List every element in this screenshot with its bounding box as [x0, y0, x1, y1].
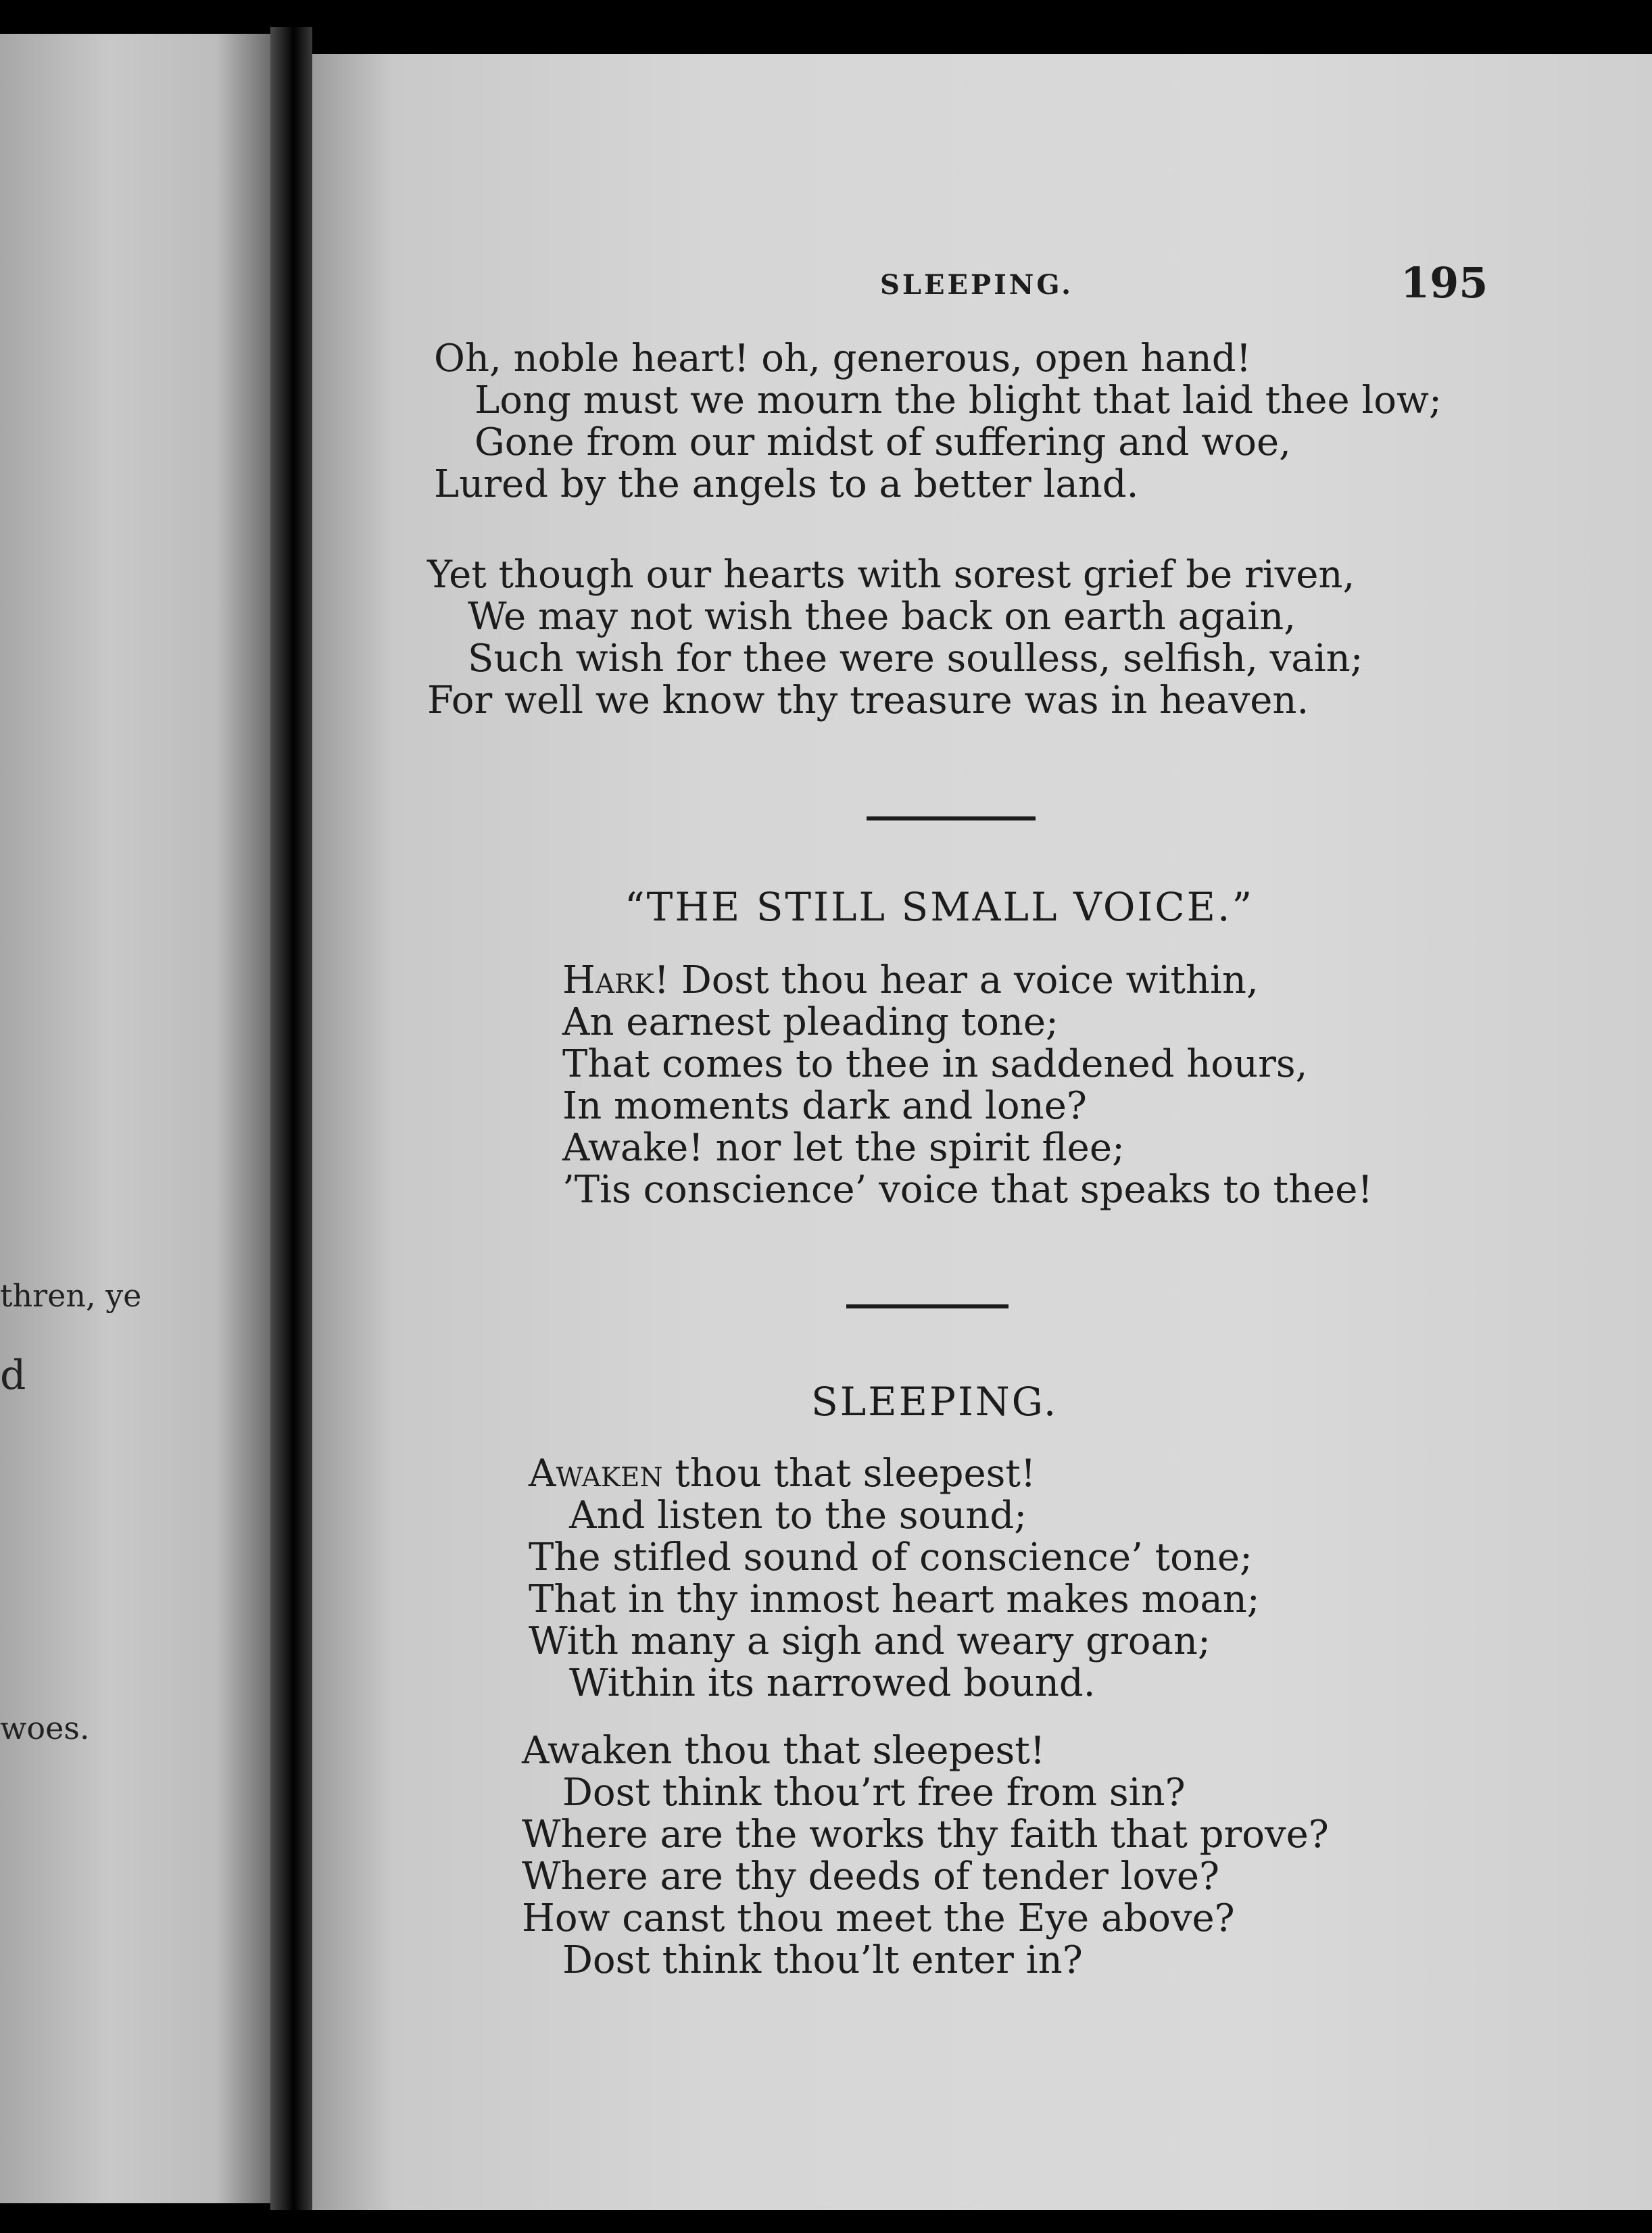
book-gutter	[270, 27, 312, 2210]
right-page	[312, 54, 1652, 2210]
poem-line: Within its narrowed bound.	[569, 1661, 1096, 1705]
poem-title-still-small-voice: “THE STILL SMALL VOICE.”	[625, 884, 1255, 930]
page-number: 195	[1401, 258, 1488, 308]
poem-line: Such wish for thee were soulless, selfish, vain;	[468, 637, 1363, 681]
poem-line: And listen to the sound;	[569, 1494, 1027, 1538]
poem-prev-stanza-1	[434, 338, 1442, 506]
poem-line: ’Tis conscience’ voice that speaks to thee!	[562, 1168, 1373, 1212]
section-rule	[867, 816, 1036, 820]
poem-line: That in thy inmost heart makes moan;	[529, 1577, 1260, 1621]
poem-line: Awake! nor let the spirit flee;	[562, 1126, 1125, 1170]
poem-line: That comes to thee in saddened hours,	[562, 1042, 1308, 1086]
poem-line: We may not wish thee back on earth again,	[468, 595, 1296, 639]
poem-line: Long must we mourn the blight that laid thee low;	[475, 378, 1442, 422]
line-text: thou that sleepest!	[662, 1452, 1036, 1496]
first-word: Awaken	[529, 1452, 663, 1496]
poem-line	[529, 1453, 1260, 1495]
poem-prev-stanza-2	[427, 554, 1363, 722]
poem-line: Oh, noble heart! oh, generous, open hand!	[434, 337, 1252, 381]
left-page-fragment: d	[0, 1352, 26, 1399]
poem-title-sleeping: SLEEPING.	[811, 1379, 1059, 1425]
poem-line: How canst thou meet the Eye above?	[522, 1896, 1235, 1940]
poem-line: Where are the works thy faith that prove?	[522, 1813, 1329, 1857]
left-page	[0, 34, 270, 2203]
left-page-fragment: woes.	[0, 1710, 90, 1746]
poem-line: Where are thy deeds of tender love?	[522, 1855, 1220, 1898]
poem-sleeping-stanza-2	[522, 1730, 1329, 1982]
poem-still-small-voice-stanza	[562, 960, 1373, 1211]
poem-line: In moments dark and lone?	[562, 1084, 1087, 1128]
poem-line: For well we know thy treasure was in heaven.	[427, 679, 1309, 722]
running-head: SLEEPING.	[880, 269, 1073, 301]
poem-line: Awaken thou that sleepest!	[522, 1729, 1046, 1773]
poem-line: Gone from our midst of suffering and woe,	[475, 420, 1291, 464]
poem-line: With many a sigh and weary groan;	[529, 1619, 1211, 1663]
poem-line: Dost think thou’rt free from sin?	[562, 1771, 1186, 1815]
poem-line: The stifled sound of conscience’ tone;	[529, 1536, 1253, 1579]
left-page-fragment: thren, ye	[0, 1277, 142, 1314]
poem-line: An earnest pleading tone;	[562, 1000, 1059, 1044]
poem-line	[562, 960, 1373, 1002]
first-word: Hark	[562, 958, 654, 1002]
section-rule	[846, 1304, 1009, 1308]
poem-line: Dost think thou’lt enter in?	[562, 1938, 1083, 1982]
poem-sleeping-stanza-1	[529, 1453, 1260, 1704]
poem-line: Yet though our hearts with sorest grief be riven,	[427, 553, 1355, 597]
line-text: ! Dost thou hear a voice within,	[654, 958, 1259, 1002]
poem-line: Lured by the angels to a better land.	[434, 462, 1139, 506]
